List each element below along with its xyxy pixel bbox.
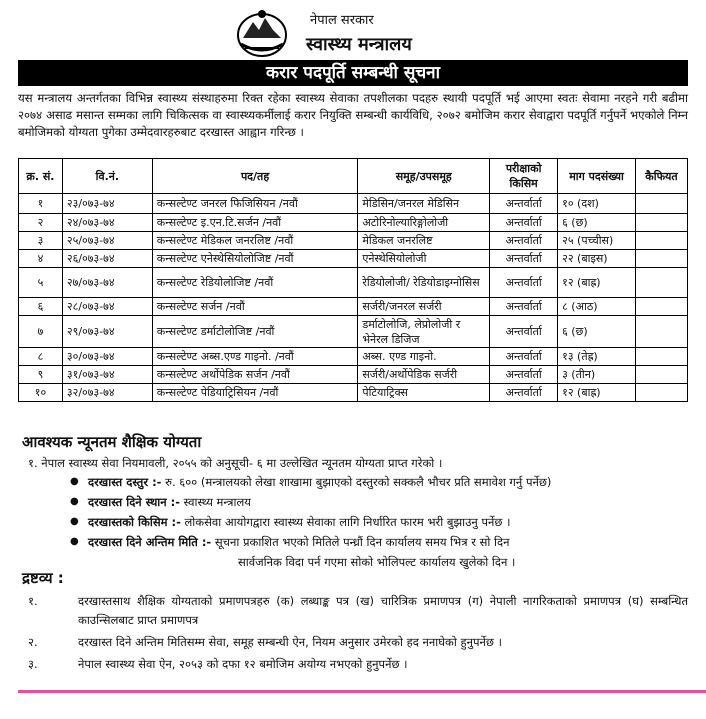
table-cell: ३२/०७३-७४ xyxy=(62,384,152,402)
table-cell: ९ xyxy=(19,366,63,384)
table-row xyxy=(19,298,688,316)
col-group: समूह/उपसमूह xyxy=(358,159,490,194)
col-demand: माग पदसंख्या xyxy=(558,159,636,194)
notes-list xyxy=(28,592,688,677)
table-cell xyxy=(635,194,687,214)
table-cell xyxy=(635,250,687,268)
table-cell: २२ (बाइस) xyxy=(558,250,636,268)
table-cell: कन्सल्टेण्ट पेडियाट्रिसियन /नवौं xyxy=(152,384,358,402)
table-cell: अन्तर्वार्ता xyxy=(490,366,558,384)
table-row xyxy=(19,316,688,348)
table-cell: अन्तर्वार्ता xyxy=(490,250,558,268)
table-cell xyxy=(635,214,687,232)
table-cell: ८ xyxy=(19,348,63,366)
table-cell: ३ (तीन) xyxy=(558,366,636,384)
table-cell: अन्तर्वार्ता xyxy=(490,316,558,348)
table-cell: ७ xyxy=(19,316,63,348)
table-cell: डर्माटोलोजि, लेप्रोलोजी र भेनेरल डिजिज xyxy=(358,316,490,348)
table-cell: ६ (छ) xyxy=(558,214,636,232)
col-remarks: कैफियत xyxy=(635,159,687,194)
table-cell: १३ (तेह्र) xyxy=(558,348,636,366)
table-cell: अटोरिनोल्यारिङ्गोलोजी xyxy=(358,214,490,232)
table-cell: कन्सल्टेण्ट मेडिकल जनरलिष्ट /नवौं xyxy=(152,232,358,250)
table-row xyxy=(19,366,688,384)
table-row xyxy=(19,268,688,298)
form-type-item: ● दरखास्तको किसिम :- लोकसेवा आयोगद्वारा स्वास्थ्य सेवाका लागि निर्धारित फारम भरी बुझाउनु पर्नेछ । xyxy=(70,512,690,532)
table-cell: पेटियाट्रिक्स xyxy=(358,384,490,402)
deadline-item: ● दरखास्त दिने अन्तिम मिति :- सूचना प्रकाशित भएको मितिले पन्ध्रौं दिन कार्यालय समय भित्र र सो दिन सार्वजनिक विदा पर्न गएमा सोको भोलिपल्ट कार्यालय खुलेको दिन । xyxy=(70,532,690,572)
table-cell: अन्तर्वार्ता xyxy=(490,268,558,298)
table-row xyxy=(19,348,688,366)
table-header-row xyxy=(19,159,688,194)
table-cell: १२ (बाह्र) xyxy=(558,268,636,298)
table-body xyxy=(19,194,688,402)
table-cell: २६/०७३-७४ xyxy=(62,250,152,268)
table-cell: अन्तर्वार्ता xyxy=(490,232,558,250)
table-cell xyxy=(635,268,687,298)
table-cell: अन्तर्वार्ता xyxy=(490,214,558,232)
col-post: पद/तह xyxy=(152,159,358,194)
table-cell: अन्तर्वार्ता xyxy=(490,384,558,402)
table-cell: २५ (पच्चीस) xyxy=(558,232,636,250)
footer-divider xyxy=(18,690,706,693)
table-cell xyxy=(635,366,687,384)
table-cell: ८ (आठ) xyxy=(558,298,636,316)
table-cell: १० xyxy=(19,384,63,402)
table-cell: कन्सल्टेण्ट अर्थोपेडिक सर्जन /नवौं xyxy=(152,366,358,384)
table-cell: सर्जरी/अर्थोपेडिक सर्जरी xyxy=(358,366,490,384)
table-cell: कन्सल्टेण्ट सर्जन /नवौं xyxy=(152,298,358,316)
table-cell: ६ xyxy=(19,298,63,316)
table-cell: सर्जरी/जनरल सर्जरी xyxy=(358,298,490,316)
table-cell: अन्तर्वार्ता xyxy=(490,298,558,316)
table-cell: अब्स. एण्ड गाइनो. xyxy=(358,348,490,366)
note-item: ३. नेपाल स्वास्थ्य सेवा ऐन, २०५३ को दफा १२ बमोजिम अयोग्य नभएको हुनुपर्नेछ । xyxy=(28,657,408,671)
table-cell xyxy=(635,384,687,402)
table-cell: १ xyxy=(19,194,63,214)
table-cell: ५ xyxy=(19,268,63,298)
table-cell: २५/०७३-७४ xyxy=(62,232,152,250)
table-cell: २ xyxy=(19,214,63,232)
table-cell: २४/०७३-७४ xyxy=(62,214,152,232)
notice-title: करार पदपूर्ति सम्बन्धी सूचना xyxy=(18,60,688,86)
application-details xyxy=(70,472,690,572)
table-cell: ६ (छ) xyxy=(558,316,636,348)
notes-title: द्रष्टव्य : xyxy=(22,569,64,587)
nepal-emblem-icon xyxy=(235,8,289,58)
table-row xyxy=(19,214,688,232)
table-cell: ३१/०७३-७४ xyxy=(62,366,152,384)
table-cell: अन्तर्वार्ता xyxy=(490,348,558,366)
table-cell: अन्तर्वार्ता xyxy=(490,194,558,214)
col-serial: क्र. सं. xyxy=(19,159,63,194)
table-cell: १२ (बाह्र) xyxy=(558,384,636,402)
table-cell: कन्सल्टेण्ट अब्स.एण्ड गाइनो. /नवौं xyxy=(152,348,358,366)
table-row xyxy=(19,194,688,214)
table-cell: कन्सल्टेण्ट एनेस्थेसियोलोजिष्ट /नवौं xyxy=(152,250,358,268)
place-item: ● दरखास्त दिने स्थान :- स्वास्थ्य मन्त्रालय xyxy=(70,492,690,512)
table-cell: कन्सल्टेण्ट रेडियोलोजिष्ट /नवौं xyxy=(152,268,358,298)
col-exam-type: परीक्षाको किसिम xyxy=(490,159,558,194)
table-cell: २३/०७३-७४ xyxy=(62,194,152,214)
requirement-item: १. नेपाल स्वास्थ्य सेवा नियमावली, २०५५ को अनुसूची- ६ मा उल्लेखित न्यूनतम योग्यता प्राप्त गरेको । xyxy=(28,456,443,470)
table-cell: ४ xyxy=(19,250,63,268)
table-cell: २९/०७३-७४ xyxy=(62,316,152,348)
requirements-title: आवश्यक न्यूनतम शैक्षिक योग्यता xyxy=(22,433,202,451)
intro-paragraph: यस मन्त्रालय अन्तर्गतका विभिन्न स्वास्थ्य संस्थाहरुमा रिक्त रहेका स्वास्थ्य सेवाका तपशीलका पदहरु स्थायी पदपूर्ति भई आएमा स्वतः सेवामा नरहने गरी बढीमा २०७४ असाढ मसान्त सम्मका लागि चिकित्सक वा स्वास्थ्यकर्मीलाई करार नियुक्ति सम्बन्धी कार्यविधि, २०७२ बमोजिम करार सेवाद्वारा पदपूर्ति गर्नुपर्ने भएकोले निम्न बमोजिमको योग्यता पुगेका उम्मेदवारहरुबाट दरखास्त आह्वान गरिन्छ । xyxy=(18,91,688,139)
table-row xyxy=(19,232,688,250)
fee-item: ● दरखास्त दस्तुर :- रु. ६०० (मन्त्रालयको लेखा शाखामा बुझाएको दस्तुरको सक्कलै भौचर प्रति समावेश गर्नु पर्नेछ) xyxy=(70,472,690,492)
table-cell: कन्सल्टेण्ट डर्माटोलोजिष्ट /नवौं xyxy=(152,316,358,348)
header xyxy=(0,4,706,58)
table-cell: मेडिसिन/जनरल मेडिसिन xyxy=(358,194,490,214)
table-cell: कन्सल्टेण्ट जनरल फिजिसियन /नवौं xyxy=(152,194,358,214)
note-item: २. दरखास्त दिने अन्तिम मितिसम्म सेवा, समूह सम्बन्धी ऐन, नियम अनुसार उमेरको हद ननाघेको हुनुपर्नेछ । xyxy=(28,635,502,649)
posts-table xyxy=(18,158,688,402)
note-item: १. दरखास्तसाथ शैक्षिक योग्यताको प्रमाणपत्रहरु (क) लब्धाङ्क पत्र (ख) चारित्रिक प्रमाणपत्र (ग) नेपाली नागरिकताको प्रमाणपत्र (घ) सम्बन्धित काउन्सिलबाट प्राप्त प्रमाणपत्र xyxy=(28,594,688,627)
table-cell xyxy=(635,298,687,316)
government-name: नेपाल सरकार xyxy=(310,13,374,28)
table-cell: कन्सल्टेण्ट इ.एन.टि.सर्जन /नवौं xyxy=(152,214,358,232)
table-row xyxy=(19,384,688,402)
table-cell: रेडियोलोजी/ रेडियोडाइग्नोसिस xyxy=(358,268,490,298)
table-cell: २७/०७३-७४ xyxy=(62,268,152,298)
table-cell: २८/०७३-७४ xyxy=(62,298,152,316)
table-cell: एनेस्थेसियोलोजी xyxy=(358,250,490,268)
table-cell: ३ xyxy=(19,232,63,250)
table-cell xyxy=(635,232,687,250)
col-ad-number: वि.नं. xyxy=(62,159,152,194)
table-cell xyxy=(635,316,687,348)
table-cell xyxy=(635,348,687,366)
ministry-name: स्वास्थ्य मन्त्रालय xyxy=(306,34,412,55)
table-cell: ३०/०७३-७४ xyxy=(62,348,152,366)
table-row xyxy=(19,250,688,268)
table-cell: मेडिकल जनरलिष्ट xyxy=(358,232,490,250)
table-cell: १० (दश) xyxy=(558,194,636,214)
